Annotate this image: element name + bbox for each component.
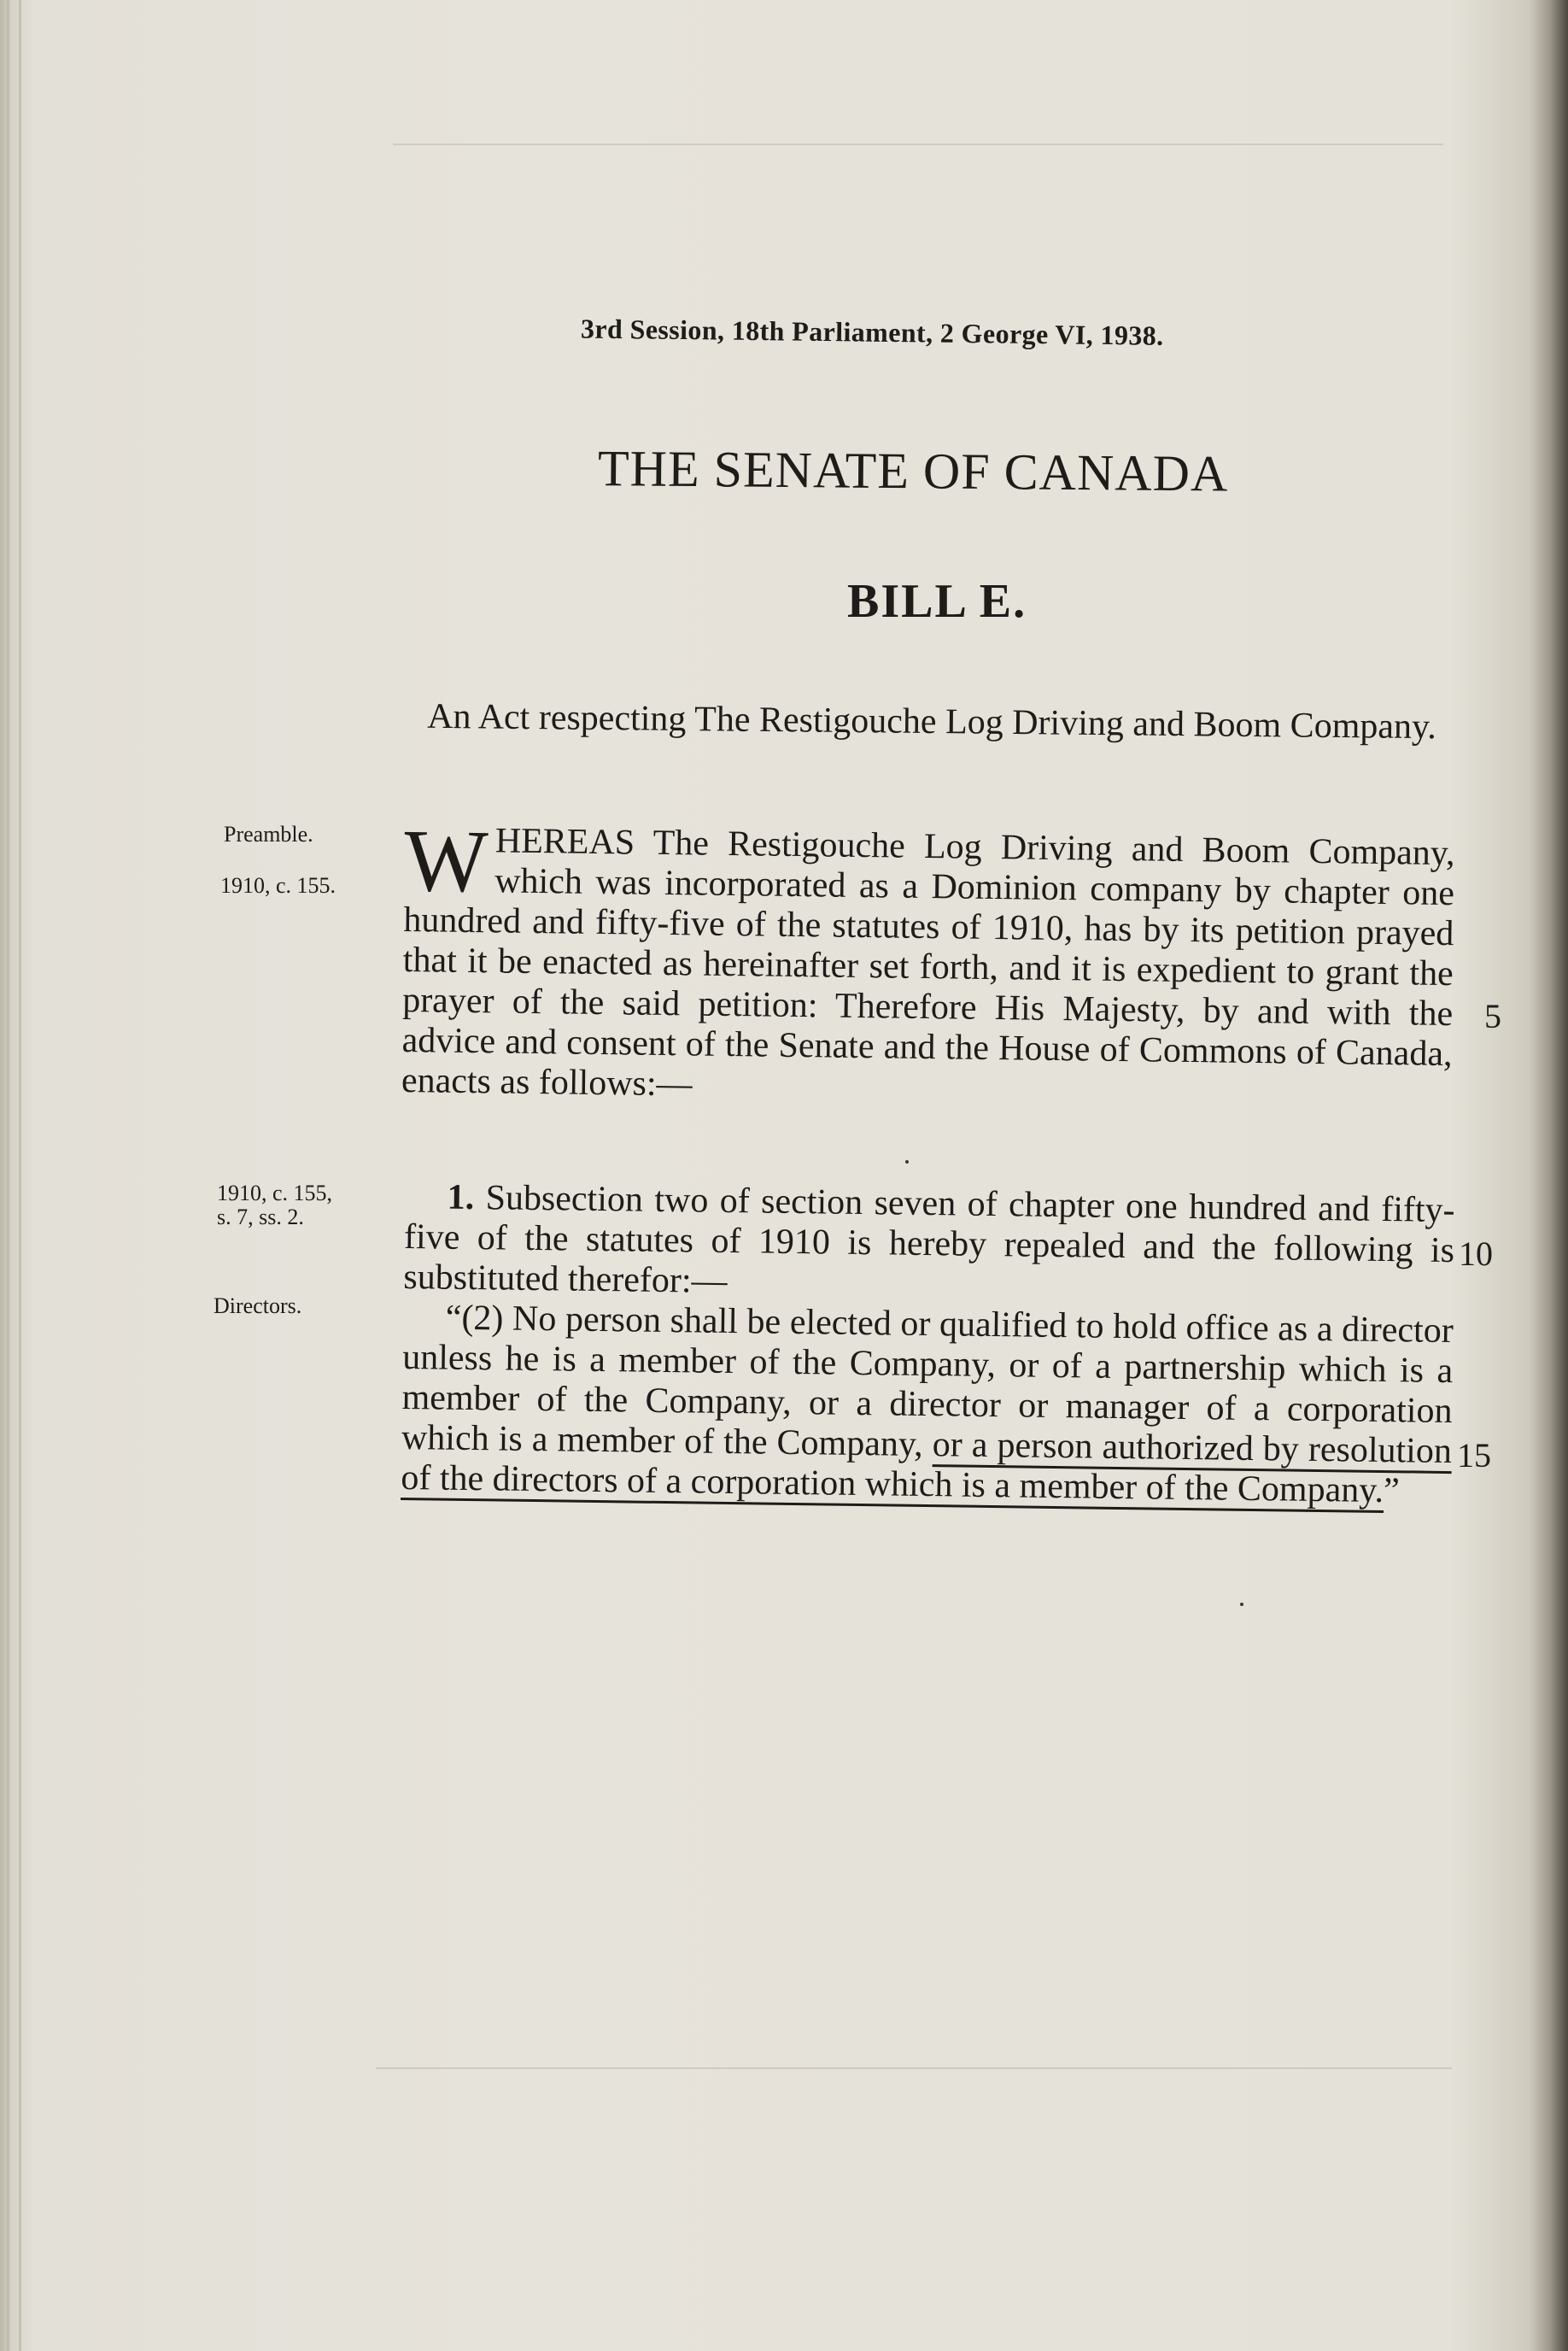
preamble-text: HEREAS The Restigouche Log Driving and Boom Company, which was incorporated as a Dominion company by chapter one hundred and fifty-five of the statutes of 1910, has by its petition prayed that it be enacted as hereinafter set forth, and it is expedient to grant the prayer of the said petition: Therefore His Majesty, by and with the advice and consent of the Senate and the House of Commons of Canada, enacts as follows:— xyxy=(401,821,1455,1105)
drop-cap: W xyxy=(403,812,489,912)
chamber-heading: THE SENATE OF CANADA xyxy=(597,440,1229,502)
amended-text: or a person authorized by resolution of the directors of a corporation which is a member of the Company. xyxy=(401,1425,1452,1513)
margin-note-section-ref: s. 7, ss. 2. xyxy=(217,1205,304,1229)
section-intro: Subsection two of section seven of chapter one hundred and fifty-five of the statutes of 1910 is hereby repealed and the following is substituted therefor:— xyxy=(403,1178,1455,1301)
act-title: An Act respecting The Restigouche Log Driving and Boom Company. xyxy=(426,696,1437,748)
closing-quote: ” xyxy=(1383,1471,1401,1511)
print-speck xyxy=(905,1160,909,1164)
line-number: 10 xyxy=(1459,1234,1493,1273)
line-number: 5 xyxy=(1484,997,1501,1035)
margin-note-preamble: Preamble. xyxy=(224,822,313,847)
binding-edge xyxy=(7,0,9,2351)
margin-note-directors: Directors. xyxy=(214,1293,302,1318)
line-number: 15 xyxy=(1457,1436,1491,1475)
show-through-rule xyxy=(393,144,1443,145)
bill-title: BILL E. xyxy=(847,575,1027,628)
margin-note-preamble-ref: 1910, c. 155. xyxy=(220,873,336,898)
section-1 xyxy=(401,1177,1455,1512)
margin-note-section-ref: 1910, c. 155, xyxy=(217,1181,333,1205)
preamble-paragraph xyxy=(401,812,1455,1115)
subsection-text: “(2) No person shall be elected or qualified to hold office as a director unless he is a member of the Company, or of a partnership which is a member of the Company, or a director or manager of a corporation which is a member of the Company, xyxy=(401,1298,1454,1465)
print-speck xyxy=(1240,1603,1243,1606)
binding-edge xyxy=(19,0,21,2351)
show-through-rule xyxy=(376,2067,1452,2069)
section-number: 1. xyxy=(447,1177,475,1218)
session-line: 3rd Session, 18th Parliament, 2 George VI, 1938. xyxy=(580,313,1164,351)
